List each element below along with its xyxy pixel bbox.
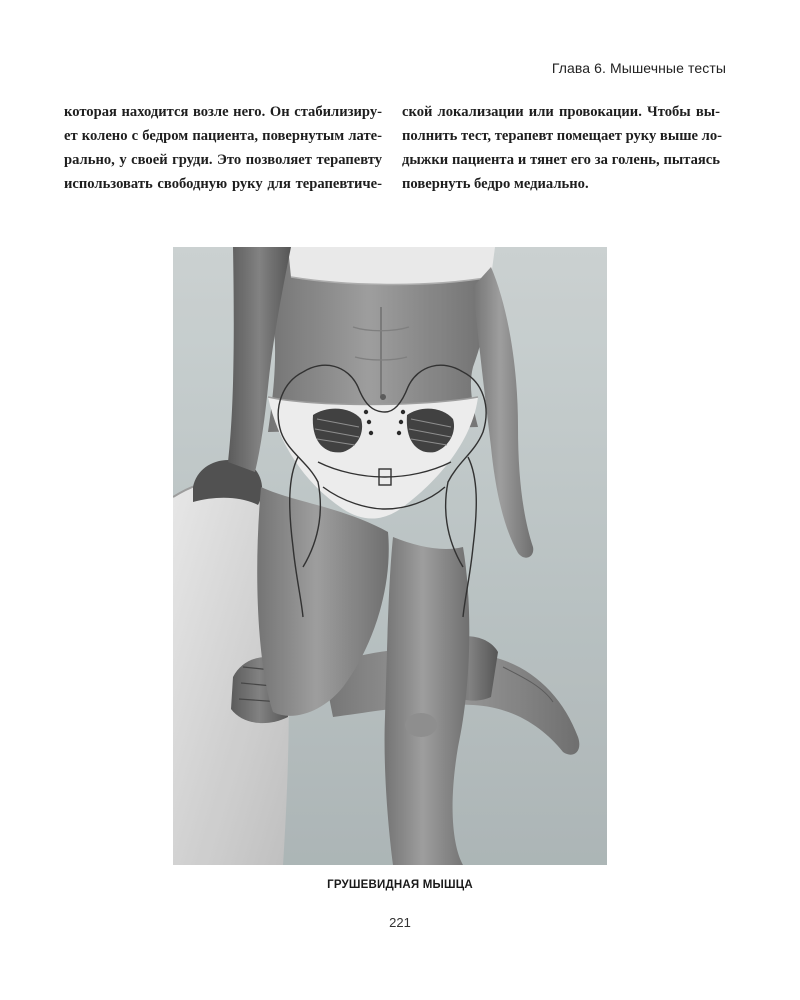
text-line: дыжки пациента и тянет его за голень, пытаясь (402, 152, 720, 168)
text-line: повернуть бедро медиально. (402, 176, 589, 192)
text-line: полнить тест, терапевт помещает руку выше ло- (402, 128, 722, 144)
running-header: Глава 6. Мышечные тесты (551, 60, 726, 76)
page-number: 221 (389, 915, 411, 930)
text-column-right (402, 100, 720, 196)
text-column-left (64, 100, 382, 196)
muscle-test-illustration (173, 247, 607, 865)
text-line: использовать свободную руку для терапевтиче- (64, 176, 382, 192)
text-line: рально, у своей груди. Это позволяет терапевту (64, 152, 382, 168)
text-line: которая находится возле него. Он стабилизиру- (64, 104, 382, 120)
text-line: ет колено с бедром пациента, повернутым лате- (64, 128, 382, 144)
muscle-test-photo (173, 247, 607, 865)
figure-caption: ГРУШЕВИДНАЯ МЫШЦА (327, 879, 473, 891)
text-line: ской локализации или провокации. Чтобы вы- (402, 104, 720, 120)
